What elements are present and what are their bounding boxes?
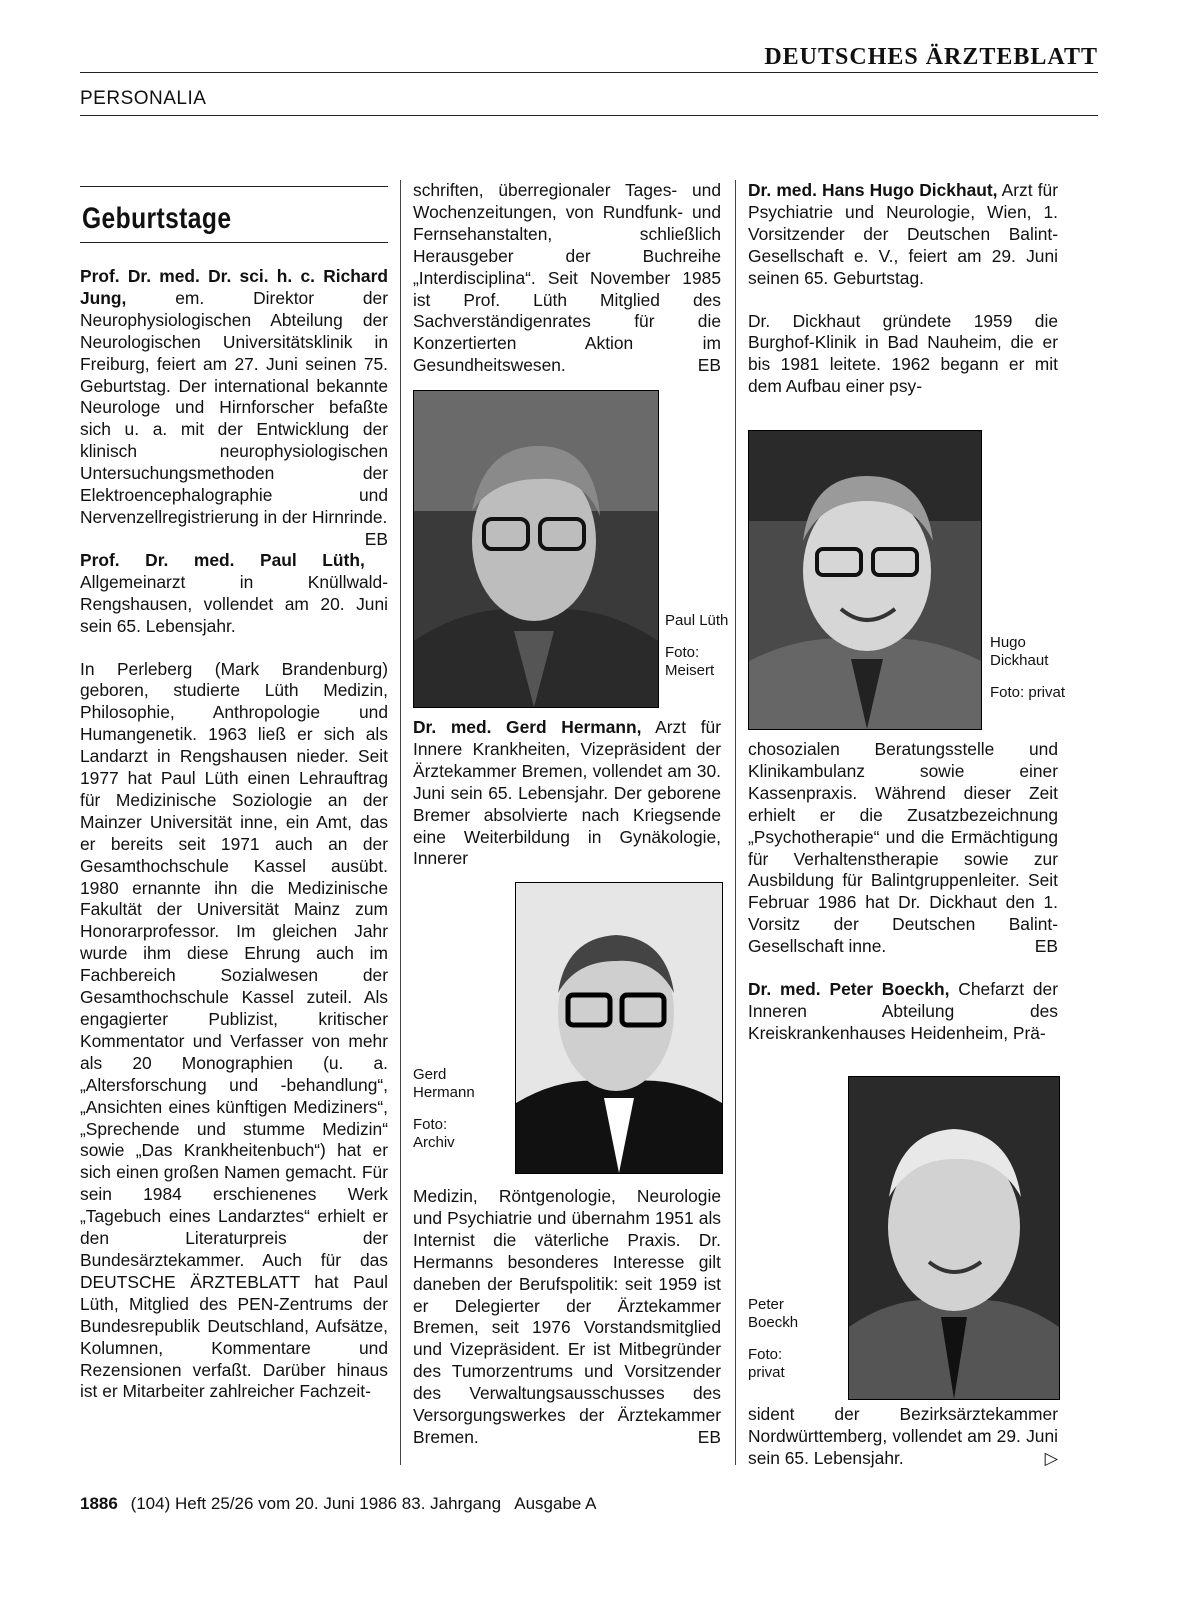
photo-hugo-dickhaut <box>748 430 982 730</box>
column-3-bottom <box>748 1404 1058 1470</box>
lueth-continued-text: schriften, überregionaler Tages- und Wochenzeitungen, von Rundfunk- und Fernsehanstalten, schließlich Herausgeber der Buchreihe „Interdisciplina“. Seit November 1985 ist Prof. Lüth Mitglied des Sachverständigenrates für die Konzertierten Aktion im Gesundheitswesen. <box>413 180 721 376</box>
caption-gerd-hermann-credit: Foto: Archiv <box>413 1116 455 1151</box>
caption-paul-lueth-name: Paul Lüth <box>665 612 729 629</box>
hermann-name: Dr. med. Gerd Hermann, <box>413 717 642 737</box>
hermann-signature: EB <box>697 1426 721 1447</box>
caption-peter-boeckh <box>748 1296 838 1396</box>
jung-name: Prof. Dr. med. Dr. sci. h. c. Richard Jung, <box>80 266 388 308</box>
lueth-paragraph: In Perleberg (Mark Brandenburg) geboren, studierte Lüth Medizin, Philosophie, Anthropologie und Humangenetik. 1963 ließ er sich als Landarzt in Rengshausen nieder. Seit 1977 hat Paul Lüth einen Lehrauftrag für Medizinische Soziologie an der Mainzer Universität inne, ein Amt, das er bereits seit 1971 auch an der Gesamthochschule Kassel ausübt. 1980 ernannte ihn die Medizinische Fakultät der Universität Mainz zum Honorarprofessor. Im gleichen Jahr wurde ihm diese Ehrung auch im Fachbereich Sozialwesen der Gesamthochschule Kassel zuteil. Als engagierter Publizist, kritischer Kommentator und Verfasser von mehr als 20 Monographien (u. a. „Altersforschung und -behandlung“, „Ansichten eines künftigen Mediziners“, „Sprechende und stumme Medizin“ sowie „Das Krankheitenbuch“) hat er sich einen großen Namen gemacht. Für sein 1984 erschienenes Werk „Tagebuch eines Landarztes“ erhielt er den Literaturpreis der Bundesärztekammer. Auch für das DEUTSCHE ÄRZTEBLATT hat Paul Lüth, Mitglied des PEN-Zentrums der Bundesrepublik Deutschland, Aufsätze, Kolumnen, Kommentare und Rezensionen verfaßt. Darüber hinaus ist er Mitarbeiter zahlreicher Fachzeit- <box>80 658 388 1402</box>
caption-paul-lueth <box>665 612 735 694</box>
caption-gerd-hermann <box>413 1066 503 1166</box>
column-divider-1 <box>400 180 401 1465</box>
photo-gerd-hermann <box>515 882 723 1174</box>
jung-signature: EB <box>364 528 388 549</box>
footer-info: (104) Heft 25/26 vom 20. Juni 1986 83. Jahrgang Ausgabe A <box>130 1494 597 1513</box>
heading-rule-bottom <box>80 242 388 243</box>
photo-peter-boeckh <box>848 1076 1060 1400</box>
page-title: Geburtstage <box>82 202 232 235</box>
dickhaut-signature: EB <box>1034 936 1058 957</box>
photo-paul-lueth <box>413 390 659 708</box>
column-3-top <box>748 180 1058 398</box>
column-2-top <box>413 180 721 377</box>
dickhaut-name: Dr. med. Hans Hugo Dickhaut, <box>748 180 998 200</box>
section-rule <box>80 115 1098 116</box>
boeckh-paragraph-text: sident der Bezirksärztekammer Nordwürttemberg, vollendet am 29. Juni sein 65. Lebensjahr. <box>748 1404 1058 1468</box>
lueth-signature: EB <box>697 355 721 376</box>
hermann-entry <box>413 717 721 870</box>
dickhaut-entry <box>748 180 1058 290</box>
lueth-entry <box>80 550 388 638</box>
masthead-rule <box>80 72 1098 73</box>
column-2-middle <box>413 717 721 870</box>
footer <box>80 1494 597 1514</box>
caption-hugo-dickhaut <box>990 634 1070 716</box>
caption-gerd-hermann-name: Gerd Hermann <box>413 1066 475 1101</box>
lueth-name: Prof. Dr. med. Paul Lüth, <box>80 549 365 570</box>
column-2-bottom <box>413 1186 721 1449</box>
lueth-text: Allgemeinarzt in Knüllwald-Rengshausen, vollendet am 20. Juni sein 65. Lebensjahr. <box>80 571 388 636</box>
dickhaut-paragraph-2 <box>748 739 1058 958</box>
column-1 <box>80 266 388 1403</box>
caption-hugo-dickhaut-credit: Foto: privat <box>990 684 1066 701</box>
hermann-text: Arzt für Innere Krankheiten, Vizepräsident der Ärztekammer Bremen, vollendet am 30. Juni sein 65. Lebensjahr. Der geborene Bremer absolvierte nach Kriegsende eine Weiterbildung in Gynäkologie, Innerer <box>413 717 721 869</box>
section-label: PERSONALIA <box>80 88 207 109</box>
dickhaut-text: Arzt für Psychiatrie und Neurologie, Wien, 1. Vorsitzender der Deutschen Balint-Gesellschaft e. V., feiert am 29. Juni seinen 65. Geburtstag. <box>748 180 1058 288</box>
lueth-continued <box>413 180 721 377</box>
boeckh-paragraph <box>748 1404 1058 1470</box>
jung-text: em. Direktor der Neurophysiologischen Abteilung der Neurologischen Universitätsklinik in Freiburg, feiert am 27. Juni seinen 75. Geburtstag. Der international bekannte Neurologe und Hirnforscher befaßte sich u. a. mit der Entwicklung der klinisch neurophysiologischen Untersuchungsmethoden der Elektroencephalographie und Nervenzellregistrierung in der Hirnrinde. <box>80 287 388 527</box>
page-number: 1886 <box>80 1494 118 1513</box>
caption-peter-boeckh-credit: Foto: privat <box>748 1346 785 1381</box>
caption-hugo-dickhaut-name: Hugo Dickhaut <box>990 634 1049 669</box>
caption-peter-boeckh-name: Peter Boeckh <box>748 1296 799 1331</box>
boeckh-text: Chefarzt der Inneren Abteilung des Kreiskrankenhauses Heidenheim, Prä- <box>748 979 1059 1043</box>
column-3-middle <box>748 739 1058 1045</box>
hermann-paragraph-text: Medizin, Röntgenologie, Neurologie und Psychiatrie und übernahm 1951 als Internist die väterliche Praxis. Dr. Hermanns besonderes Interesse gilt daneben der Berufspolitik: seit 1959 ist er Delegierter der Ärztekammer Bremen, seit 1976 Vorstandsmitglied und Vizepräsident. Er ist Mitbegründer des Tumorzentrums und Vorsitzender des Verwaltungsausschusses des Versorgungswerkes der Ärztekammer Bremen. <box>413 1186 721 1447</box>
column-divider-2 <box>735 180 736 1465</box>
hermann-paragraph <box>413 1186 721 1449</box>
continue-arrow-icon: ▷ <box>1044 1447 1058 1468</box>
jung-entry <box>80 266 388 549</box>
boeckh-entry <box>748 979 1058 1045</box>
heading-rule-top <box>80 186 388 187</box>
boeckh-name: Dr. med. Peter Boeckh, <box>748 979 950 1000</box>
caption-paul-lueth-credit: Foto: Meisert <box>665 644 715 679</box>
dickhaut-paragraph-2-text: chosozialen Beratungsstelle und Klinikambulanz sowie einer Kassenpraxis. Während dieser Zeit erhielt er die Zusatzbezeichnung „Psychotherapie“ und die Ermächtigung für Verhaltenstherapie sowie zur Ausbildung für Balintgruppenleiter. Seit Februar 1986 hat Dr. Dickhaut den 1. Vorsitz der Deutschen Balint-Gesellschaft inne. <box>748 739 1058 957</box>
dickhaut-paragraph: Dr. Dickhaut gründete 1959 die Burghof-Klinik in Bad Nauheim, die er bis 1981 leitete. 1962 begann er mit dem Aufbau einer psy- <box>748 310 1058 397</box>
masthead: DEUTSCHES ÄRZTEBLATT <box>764 44 1098 70</box>
